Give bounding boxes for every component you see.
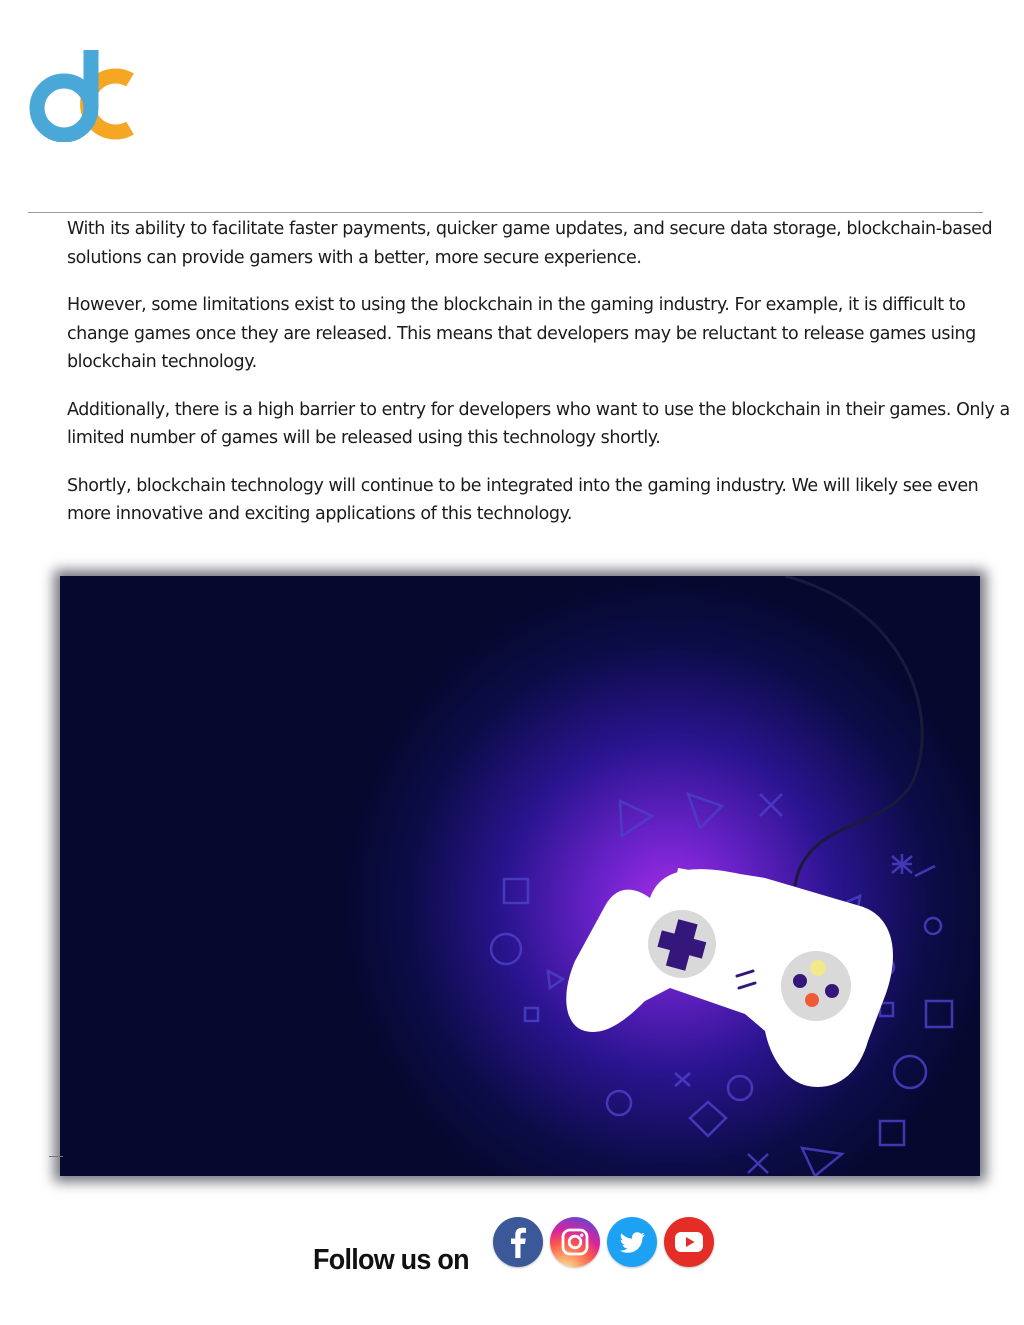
instagram-icon[interactable] (550, 1217, 600, 1267)
follow-us-label: Follow us on (313, 1243, 469, 1276)
youtube-icon[interactable] (664, 1217, 714, 1267)
paragraph: With its ability to facilitate faster payments, quicker game updates, and secure data storage, blockchain-based solutions can provide gamers with a better, more secure experience. (67, 219, 993, 268)
paragraph: Additionally, there is a high barrier to entry for developers who want to use the blockchain in their games. Only a limited number of games will be released using this technology shortly. (67, 399, 1010, 448)
follow-us (313, 1240, 481, 1280)
dc-logo (22, 50, 138, 142)
social-links (493, 1217, 714, 1267)
paragraph: However, some limitations exist to using the blockchain in the gaming industry. For example, it is difficult to change games once they are released. This means that developers may be reluctant to release games using blockchain technology. (67, 295, 976, 372)
twitter-icon[interactable] (607, 1217, 657, 1267)
paragraph: Shortly, blockchain technology will continue to be integrated into the gaming industry. We will likely see even more innovative and exciting applications of this technology. (67, 475, 979, 524)
header-divider (28, 212, 983, 213)
facebook-icon[interactable] (493, 1217, 543, 1267)
article-body (67, 215, 1012, 548)
game-controller-illustration (60, 576, 980, 1176)
dc-logo-icon (22, 50, 138, 142)
divider-stub (49, 1156, 63, 1157)
